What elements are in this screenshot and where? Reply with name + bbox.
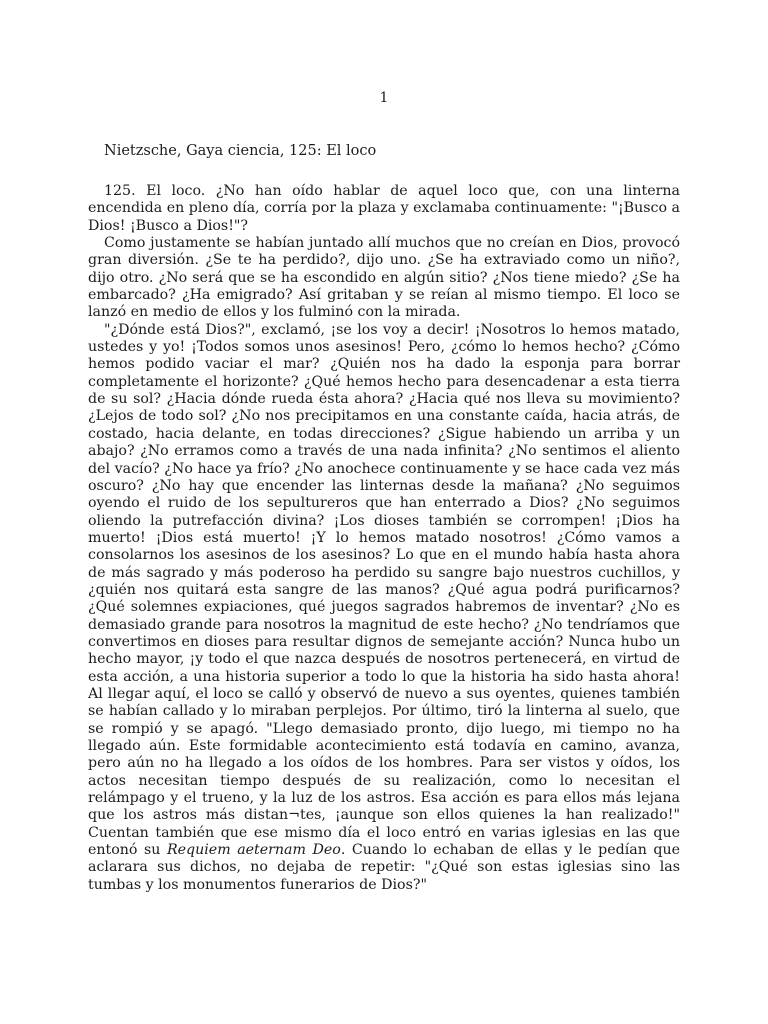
body-text (88, 183, 680, 894)
paragraph: Como justamente se habían juntado allí muchos que no creían en Dios, provocó gran diversión. ¿Se te ha perdido?, dijo uno. ¿Se ha extraviado como un niño?, dijo otro. ¿No será que se ha escondido en algún sitio? ¿Nos tiene miedo? ¿Se ha embarcado? ¿Ha emigrado? Así gritaban y se reían al mismo tiempo. El loco se lanzó en medio de ellos y los fulminó con la mirada. (88, 235, 680, 321)
page-title: Nietzsche, Gaya ciencia, 125: El loco (104, 143, 377, 159)
paragraph-text: "¿Dónde está Dios?", exclamó, ¡se los voy a decir! ¡Nosotros lo hemos matado, ustedes y yo! ¡Todos somos unos asesinos! Pero, ¿cómo lo hemos hecho? ¿Cómo hemos podido vaciar el mar? ¿Quién nos ha dado la esponja para borrar completamente el horizonte? ¿Qué hemos hecho para desencadenar a esta tierra de su sol? ¿Hacia dónde rueda ésta ahora? ¿Hacia qué nos lleva su movimiento? ¿Lejos de todo sol? ¿No nos precipitamos en una constante caída, hacia atrás, de costado, hacia delante, en todas direcciones? ¿Sigue habiendo un arriba y un abajo? ¿No erramos como a través de una nada infinita? ¿No sentimos el aliento del vacío? ¿No hace ya frío? ¿No anochece continuamente y se hace cada vez más oscuro? ¿No hay que encender las linternas desde la mañana? ¿No seguimos oyendo el ruido de los sepultureros que han enterrado a Dios? ¿No seguimos oliendo la putrefacción divina? ¡Los dioses también se corrompen! ¡Dios ha muerto! ¡Dios está muerto! ¡Y lo hemos matado nosotros! ¿Cómo vamos a consolarnos los asesinos de los asesinos? Lo que en el mundo había hasta ahora de más sagrado y más poderoso ha perdido su sangre bajo nuestros cuchillos, y ¿quién nos quitará esta sangre de las manos? ¿Qué agua podrá purificarnos? ¿Qué solemnes expiaciones, qué juegos sagrados habremos de inventar? ¿No es demasiado grande para nosotros la magnitud de este hecho? ¿No tendríamos que convertimos en dioses para resultar dignos de semejante acción? Nunca hubo un hecho mayor, ¡y todo el que nazca después de nosotros pertenecerá, en virtud de esta acción, a una historia superior a todo lo que la historia ha sido hasta ahora! Al llegar aquí, el loco se calló y observó de nuevo a sus oyentes, quienes también se habían callado y lo miraban perplejos. Por último, tiró la linterna al suelo, que se rompió y se apagó. "Llego demasiado pronto, dijo luego, mi tiempo no ha llegado aún. Este formidable acontecimiento está todavía en camino, avanza, pero aún no ha llegado a los oídos de los hombres. Para ser vistos y oídos, los actos necesitan tiempo después de su realización, como lo necesitan el relámpago y el trueno, y la luz de los astros. Esa acción es para ellos más lejana que los astros más distan¬tes, ¡aunque son ellos quienes la han realizado!" Cuentan también que ese mismo día el loco entró en varias iglesias en las que entonó su (88, 321, 680, 859)
latin-phrase: Requiem aeternam Deo (166, 842, 341, 859)
paragraph-text-end: . Cuando lo echaban de ellas y le pedían que aclarara sus dichos, no dejaba de repetir: "¿Qué son estas iglesias sino las tumbas y los monumentos funerarios de Dios?" (88, 842, 681, 893)
paragraph: 125. El loco. ¿No han oído hablar de aquel loco que, con una linterna encendida en pleno día, corría por la plaza y exclamaba continuamente: "¡Busco a Dios! ¡Busco a Dios!"? (88, 183, 680, 234)
paragraph (88, 322, 680, 894)
page-number: 1 (379, 90, 389, 106)
